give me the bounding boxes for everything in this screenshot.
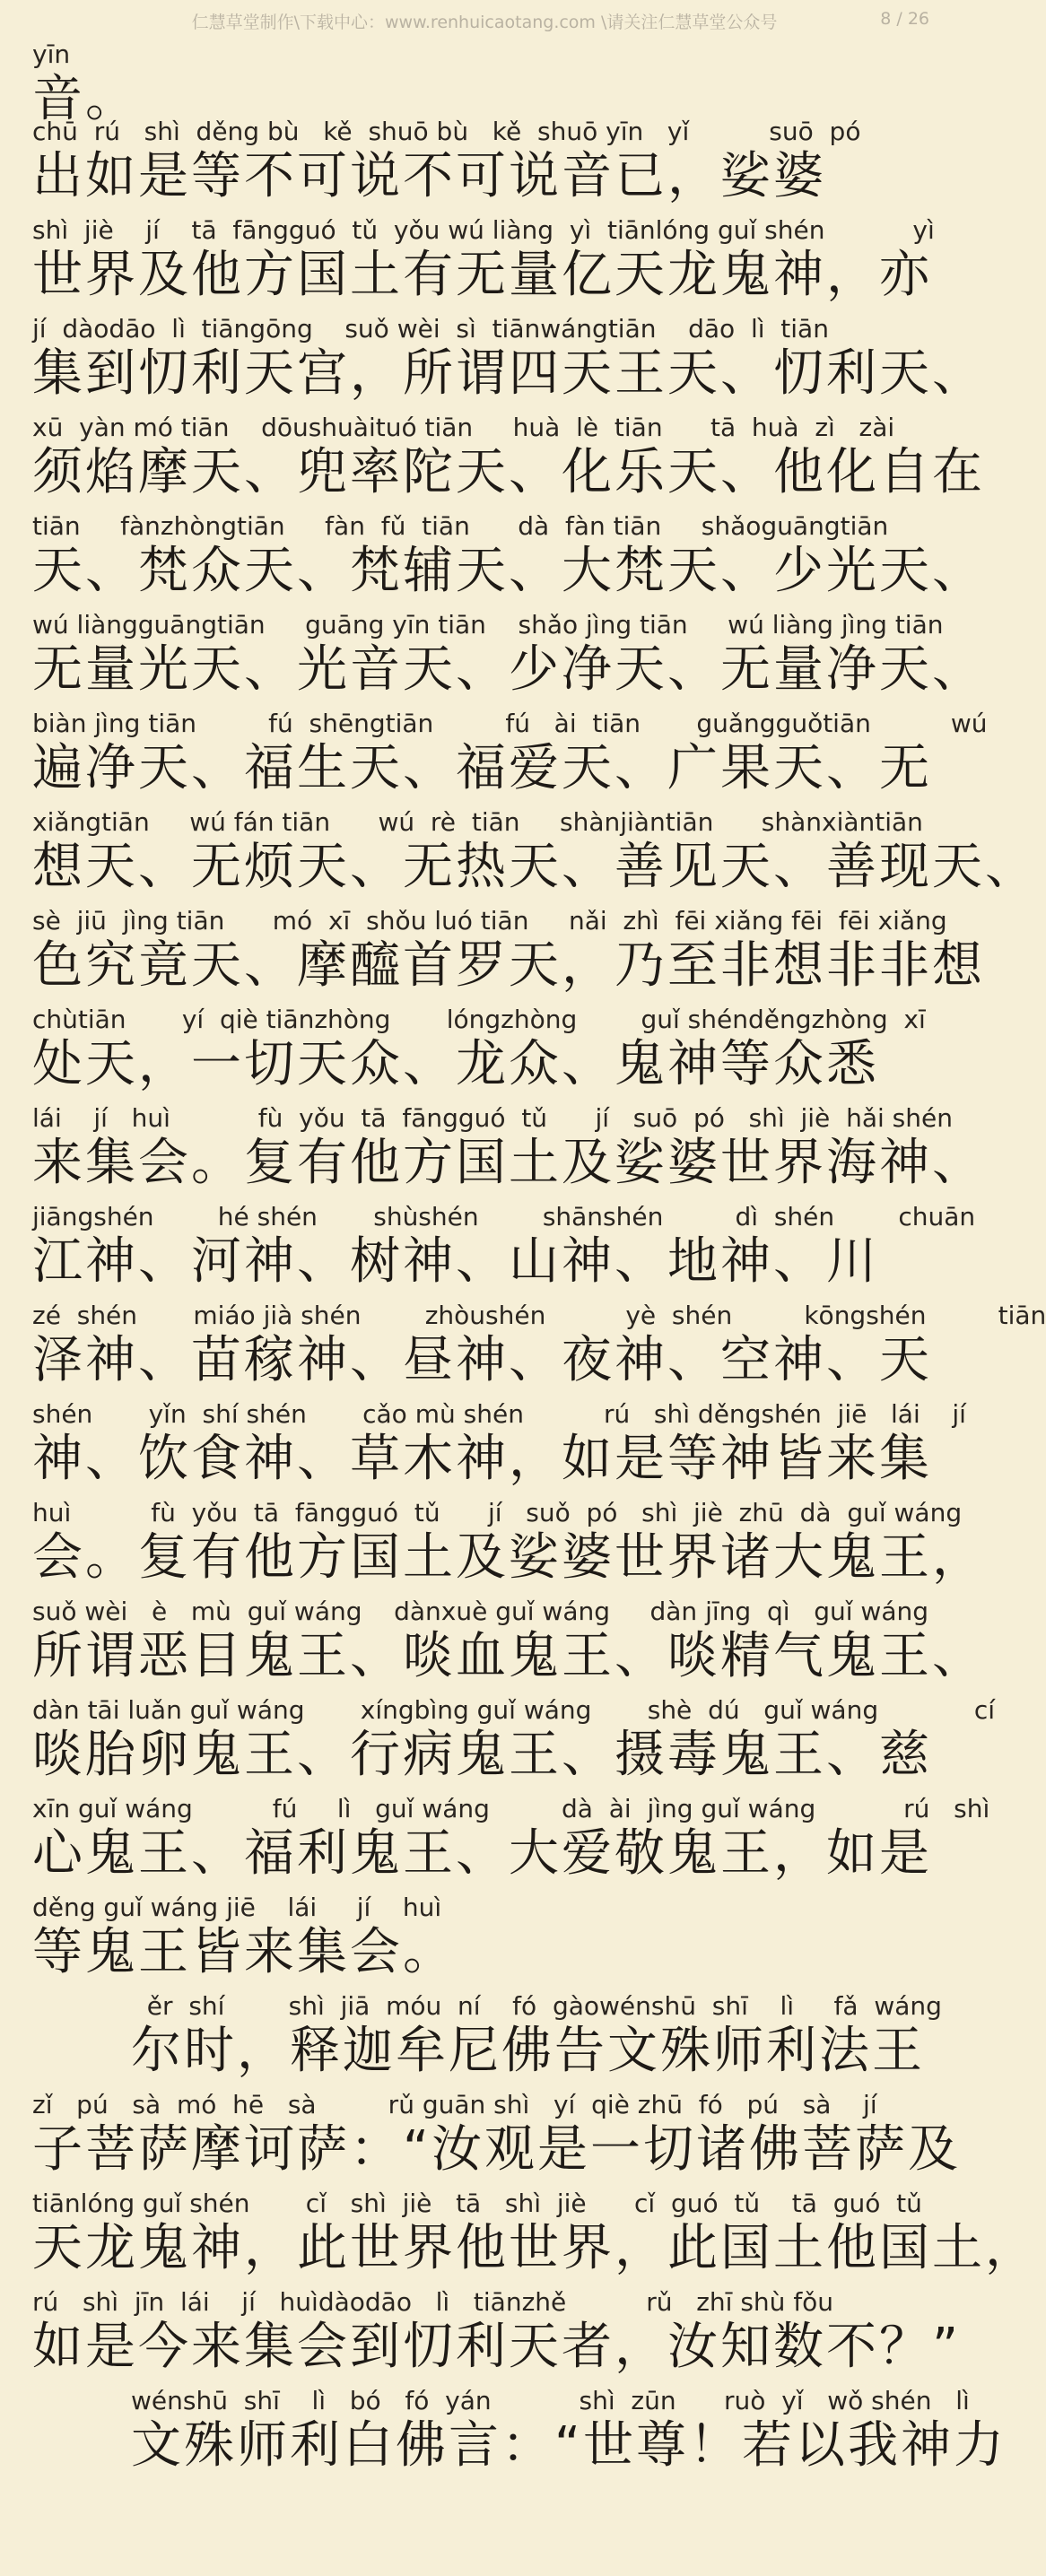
hanzi-line: 会。复有他方国土及娑婆世界诸大鬼王， [32, 1528, 985, 1587]
hanzi-line: 色究竟天、摩醯首罗天，乃至非想非非想 [32, 936, 985, 995]
hanzi-line: 遍净天、福生天、福爱天、广果天、无 [32, 739, 932, 797]
text-line [32, 117, 937, 215]
hanzi-line: 江神、河神、树神、山神、地神、川 [32, 1232, 879, 1291]
text-line [32, 709, 988, 807]
hanzi-line: 子菩萨摩诃萨：“汝观是一切诸佛菩萨及 [32, 2120, 962, 2179]
hanzi-line: 出如是等不可说不可说音已，娑婆 [32, 147, 826, 205]
pinyin-line: ěr shí shì jiā móu ní fó gàowénshū shī lì fǎ wáng [131, 1991, 942, 2021]
pinyin-line: chùtiān yí qiè tiānzhòng lóngzhòng guǐ shénděngzhòng xī [32, 1005, 926, 1034]
text-line [32, 39, 937, 128]
text-line [32, 1794, 990, 1893]
hanzi-line: 神、饮食神、草木神，如是等神皆来集 [32, 1430, 932, 1488]
text-line [32, 511, 985, 610]
pinyin-line: tiānlóng guǐ shén cǐ shì jiè tā shì jiè cǐ guó tǔ tā guó tǔ [32, 2189, 922, 2218]
pinyin-line: sè jiū jìng tiān mó xī shǒu luó tiān nǎi zhì fēi xiǎng fēi fēi xiǎng [32, 906, 947, 936]
text-line [32, 1202, 976, 1301]
hanzi-line: 无量光天、光音天、少净天、无量净天、 [32, 640, 985, 699]
pinyin-line: tiān fànzhòngtiān fàn fǔ tiān dà fàn tiān shǎoguāngtiān [32, 511, 889, 541]
hanzi-line: 天、梵众天、梵辅天、大梵天、少光天、 [32, 542, 985, 600]
text-line [32, 2090, 962, 2189]
pinyin-line: zǐ pú sà mó hē sà rǔ guān shì yí qiè zhū fó pú sà jí [32, 2090, 877, 2119]
pinyin-line: rú shì jīn lái jí huìdàodāo lì tiānzhě rǔ zhī shù fǒu [32, 2287, 834, 2317]
page-header [0, 0, 969, 39]
pinyin-line: wú liàngguāngtiān guāng yīn tiān shǎo jìng tiān wú liàng jìng tiān [32, 610, 944, 640]
hanzi-line: 须焰摩天、兜率陀天、化乐天、他化自在 [32, 443, 985, 501]
hanzi-line: 世界及他方国土有无量亿天龙鬼神，亦 [32, 246, 932, 304]
pinyin-line: huì fù yǒu tā fāngguó tǔ jí suǒ pó shì jiè zhū dà guǐ wáng [32, 1498, 963, 1527]
pinyin-line: zé shén miáo jià shén zhòushén yè shén kōngshén tiān [32, 1301, 1046, 1330]
pinyin-line: lái jí huì fù yǒu tā fāngguó tǔ jí suō pó shì jiè hǎi shén [32, 1103, 953, 1133]
pinyin-line: suǒ wèi è mù guǐ wáng dànxuè guǐ wáng dàn jīng qì guǐ wáng [32, 1597, 928, 1626]
text-line [32, 1893, 937, 1991]
pinyin-line: dàn tāi luǎn guǐ wáng xíngbìng guǐ wáng shè dú guǐ wáng cí [32, 1695, 996, 1725]
pinyin-line: wénshū shī lì bó fó yán shì zūn ruò yǐ wǒ shén lì [131, 2386, 970, 2415]
hanzi-line: 天龙鬼神，此世界他世界，此国土他国土， [32, 2219, 1038, 2277]
hanzi-line: 音。 [32, 70, 138, 128]
pinyin-line: jí dàodāo lì tiāngōng suǒ wèi sì tiānwángtiān dāo lì tiān [32, 314, 829, 344]
text-line [32, 2287, 962, 2386]
pinyin-line: xū yàn mó tiān dōushuàituó tiān huà lè tiān tā huà zì zài [32, 413, 895, 442]
source-watermark: 仁慧草堂制作\下载中心：www.renhuicaotang.com \请关注仁慧草堂公众号 [191, 13, 778, 32]
text-line [32, 906, 985, 1005]
text-line [32, 2386, 1007, 2485]
scripture-text [0, 39, 1046, 2485]
text-line [32, 1399, 966, 1498]
hanzi-line: 来集会。复有他方国土及娑婆世界海神、 [32, 1134, 985, 1192]
text-line [32, 1695, 996, 1794]
page-number: 8 / 26 [880, 9, 929, 29]
pinyin-line: xīn guǐ wáng fú lì guǐ wáng dà ài jìng guǐ wáng rú shì [32, 1794, 990, 1823]
pinyin-line: xiǎngtiān wú fán tiān wú rè tiān shànjiàntiān shànxiàntiān [32, 807, 923, 837]
pinyin-line: yīn [32, 39, 71, 69]
text-line [32, 1103, 985, 1202]
pinyin-line: jiāngshén hé shén shùshén shānshén dì shén chuān [32, 1202, 976, 1231]
hanzi-line: 心鬼王、福利鬼王、大爱敬鬼王，如是 [32, 1824, 932, 1883]
hanzi-line: 文殊师利白佛言：“世尊！若以我神力 [131, 2416, 1007, 2475]
hanzi-line: 想天、无烦天、无热天、善见天、善现天、 [32, 838, 1038, 896]
text-line [32, 413, 985, 511]
hanzi-line: 集到忉利天宫，所谓四天王天、忉利天、 [32, 344, 985, 403]
text-line [32, 2189, 1038, 2287]
hanzi-line: 所谓恶目鬼王、啖血鬼王、啖精气鬼王、 [32, 1627, 985, 1685]
hanzi-line: 如是今来集会到忉利天者，汝知数不？” [32, 2318, 962, 2376]
text-line [32, 1498, 985, 1597]
pinyin-line: shì jiè jí tā fāngguó tǔ yǒu wú liàng yì tiānlóng guǐ shén yì [32, 215, 935, 245]
hanzi-line: 处天，一切天众、龙众、鬼神等众悉 [32, 1035, 879, 1093]
text-line [32, 807, 1038, 906]
pinyin-line: biàn jìng tiān fú shēngtiān fú ài tiān guǎngguǒtiān wú [32, 709, 988, 738]
text-line [32, 1005, 937, 1103]
text-line [32, 314, 985, 413]
text-line [32, 1301, 1046, 1399]
hanzi-line: 泽神、苗稼神、昼神、夜神、空神、天 [32, 1331, 932, 1389]
hanzi-line: 啖胎卵鬼王、行病鬼王、摄毒鬼王、慈 [32, 1726, 932, 1784]
text-line [32, 610, 985, 709]
pinyin-line: chū rú shì děng bù kě shuō bù kě shuō yīn yǐ suō pó [32, 117, 861, 146]
pinyin-line: shén yǐn shí shén cǎo mù shén rú shì děngshén jiē lái jí [32, 1399, 966, 1429]
text-line [32, 1991, 942, 2090]
hanzi-line: 等鬼王皆来集会。 [32, 1923, 456, 1981]
hanzi-line: 尔时，释迦牟尼佛告文殊师利法王 [131, 2022, 925, 2080]
pinyin-line: děng guǐ wáng jiē lái jí huì [32, 1893, 442, 1922]
text-line [32, 1597, 985, 1695]
text-line [32, 215, 937, 314]
